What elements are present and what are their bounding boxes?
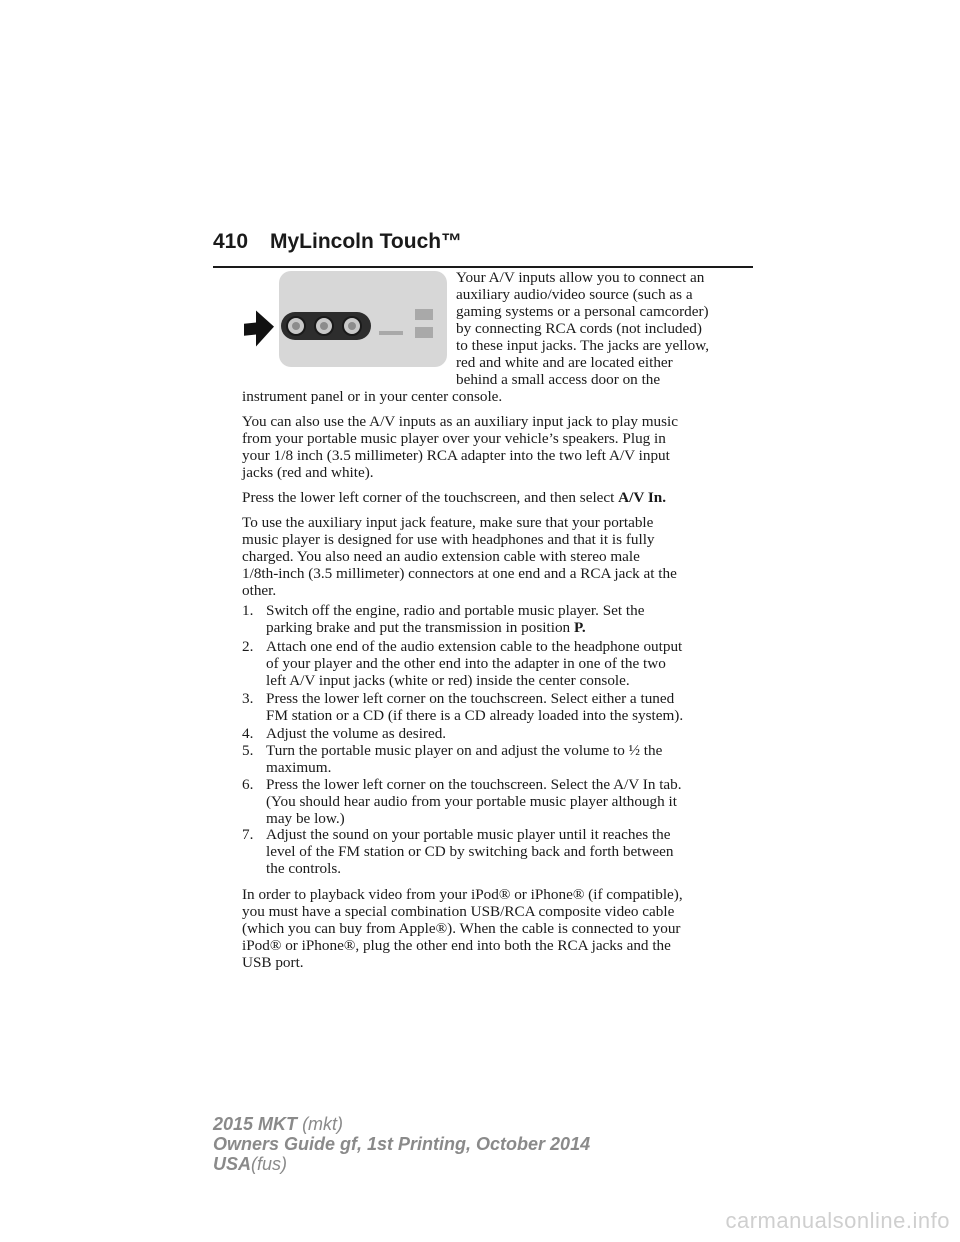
text-line: the controls.: [266, 860, 342, 877]
footer-model-code: (mkt): [302, 1114, 344, 1134]
footer-region: USA: [213, 1154, 252, 1174]
text-line: Adjust the sound on your portable music player until it reaches the: [266, 826, 671, 843]
text-line: Your A/V inputs allow you to connect an: [456, 269, 705, 286]
text-line: Press the lower left corner on the touchscreen. Select either a tuned: [266, 690, 675, 707]
text-line: (which you can buy from Apple®). When the cable is connected to your: [242, 920, 681, 937]
footer-guide-line: Owners Guide gf, 1st Printing, October 2014: [213, 1134, 591, 1154]
text-line: left A/V input jacks (white or red) inside the center console.: [266, 672, 630, 689]
text-line: jacks (red and white).: [242, 464, 374, 481]
text-line: iPod® or iPhone®, plug the other end into both the RCA jacks and the: [242, 937, 671, 954]
text-line: USB port.: [242, 954, 304, 971]
text-line: of your player and the other end into the adapter in one of the two: [266, 655, 666, 672]
text-line: 1/8th-inch (3.5 millimeter) connectors at one end and a RCA jack at the: [242, 565, 677, 582]
step-number: 7.: [242, 826, 254, 843]
text-line: behind a small access door on the: [456, 371, 661, 388]
av-jacks-drawing: [279, 271, 447, 367]
section-title: MyLincoln Touch™: [270, 230, 463, 253]
text-line: your 1/8 inch (3.5 millimeter) RCA adapter into the two left A/V input: [242, 447, 670, 464]
text-line: In order to playback video from your iPod® or iPhone® (if compatible),: [242, 886, 683, 903]
text-line: FM station or a CD (if there is a CD already loaded into the system).: [266, 707, 684, 724]
av-in-label: A/V In.: [618, 489, 667, 506]
text-line: You can also use the A/V inputs as an auxiliary input jack to play music: [242, 413, 679, 430]
text-line: maximum.: [266, 759, 332, 776]
position-p-label: P.: [573, 619, 586, 636]
text-line: to these input jacks. The jacks are yellow,: [456, 337, 710, 354]
footer-region-code: (fus): [251, 1154, 288, 1174]
step-number: 4.: [242, 725, 254, 742]
step-number: 6.: [242, 776, 254, 793]
text-line: To use the auxiliary input jack feature, make sure that your portable: [242, 514, 654, 531]
text-line: charged. You also need an audio extension cable with stereo male: [242, 548, 640, 565]
text-line: other.: [242, 582, 277, 599]
text-line: Attach one end of the audio extension cable to the headphone output: [266, 638, 683, 655]
text-line: gaming systems or a personal camcorder): [456, 303, 709, 320]
footer-model: 2015 MKT: [213, 1114, 298, 1134]
text-line: Press the lower left corner on the touchscreen. Select the A/V In tab.: [266, 776, 682, 793]
text-line: by connecting RCA cords (not included): [456, 320, 702, 337]
video-playback-paragraph: [242, 886, 762, 971]
page-header: [213, 226, 753, 268]
text-line: red and white and are located either: [456, 354, 673, 371]
page-footer: [213, 1114, 590, 1174]
step-number: 5.: [242, 742, 254, 759]
text-line: may be low.): [266, 810, 345, 827]
text-line: from your portable music player over your vehicle’s speakers. Plug in: [242, 430, 666, 447]
page-number: 410: [213, 230, 249, 253]
watermark: carmanualsonline.info: [725, 1208, 950, 1233]
text-line: Press the lower left corner of the touchscreen, and then select: [242, 489, 619, 506]
step-number: 2.: [242, 638, 254, 655]
text-line: Switch off the engine, radio and portable music player. Set the: [266, 602, 645, 619]
text-line: parking brake and put the transmission in position: [266, 619, 574, 636]
pointer-arrow-icon: [242, 308, 276, 348]
text-line: Turn the portable music player on and adjust the volume to ½ the: [266, 742, 663, 759]
step-number: 1.: [242, 602, 254, 619]
text-line: level of the FM station or CD by switching back and forth between: [266, 843, 674, 860]
requirements-paragraph: [242, 514, 762, 599]
text-line: auxiliary audio/video source (such as a: [456, 286, 693, 303]
intro-continuation: instrument panel or in your center console.: [242, 388, 503, 405]
intro-paragraph: [456, 269, 756, 388]
av-input-jacks-illustration: [279, 271, 447, 367]
text-line: you must have a special combination USB/RCA composite video cable: [242, 903, 675, 920]
text-line: Adjust the volume as desired.: [266, 725, 447, 742]
select-av-in-paragraph: [242, 489, 762, 506]
step-number: 3.: [242, 690, 254, 707]
text-line: (You should hear audio from your portable music player although it: [266, 793, 677, 810]
text-line: music player is designed for use with headphones and that it is fully: [242, 531, 655, 548]
aux-input-paragraph: [242, 413, 762, 481]
